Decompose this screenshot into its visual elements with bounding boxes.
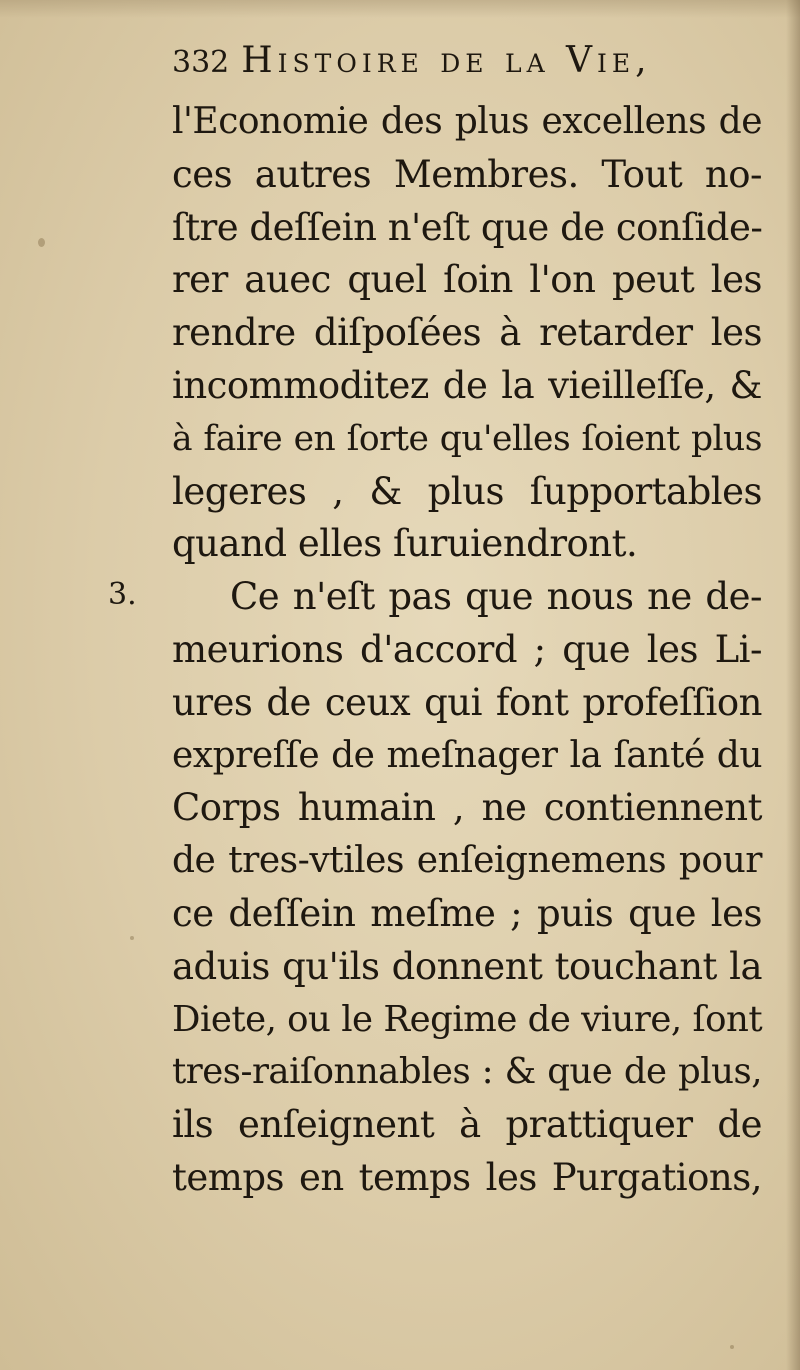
page-number: 332 (172, 45, 230, 80)
text-line: expreſſe de meſnager la ſanté du (172, 734, 762, 776)
text-line: rer auec quel ſoin l'on peut les (172, 258, 762, 302)
page-top-shadow (0, 0, 800, 18)
text-line: à faire en ſorte qu'elles ſoient plus (172, 418, 762, 459)
text-line: ce deſſein meſme ; puis que les (172, 891, 762, 935)
text-line: Ce n'eſt pas que nous ne de- (230, 575, 762, 619)
text-line: ils enſeignent à prattiquer de (172, 1103, 762, 1147)
text-line: Corps humain , ne contiennent (172, 786, 762, 830)
text-line: quand elles ſuruiendront. (172, 522, 638, 566)
text-line: Diete, ou le Regime de viure, ſont (172, 998, 763, 1040)
text-line: ces autres Membres. Tout no- (172, 152, 762, 196)
paragraph-number: 3. (108, 577, 137, 612)
text-line: de tres-vtiles enſeignemens pour (172, 840, 762, 882)
text-line: temps en temps les Purgations, (172, 1155, 762, 1199)
text-line: legeres , & plus ſupportables (172, 469, 762, 513)
text-line: aduis qu'ils donnent touchant la (172, 944, 762, 988)
text-line: ſtre deſſein n'eſt que de conſide- (172, 205, 763, 249)
text-line: rendre diſpoſées à retarder les (172, 311, 762, 355)
text-line: incommoditez de la vieilleſſe, & (172, 363, 762, 407)
running-head-title: Histoire de la Vie, (241, 40, 652, 81)
running-head (172, 40, 762, 94)
paper-spot (130, 936, 134, 940)
page-edge-shadow (786, 0, 800, 1370)
paper-spot (730, 1345, 734, 1349)
text-line: l'Economie des plus excellens de (172, 101, 762, 142)
text-line: meurions d'accord ; que les Li- (172, 627, 762, 671)
paper-spot (38, 238, 45, 247)
text-line: tres-raiſonnables : & que de plus, (172, 1051, 762, 1093)
text-line: ures de ceux qui font profeſſion (172, 680, 762, 724)
body-text (172, 96, 762, 1205)
